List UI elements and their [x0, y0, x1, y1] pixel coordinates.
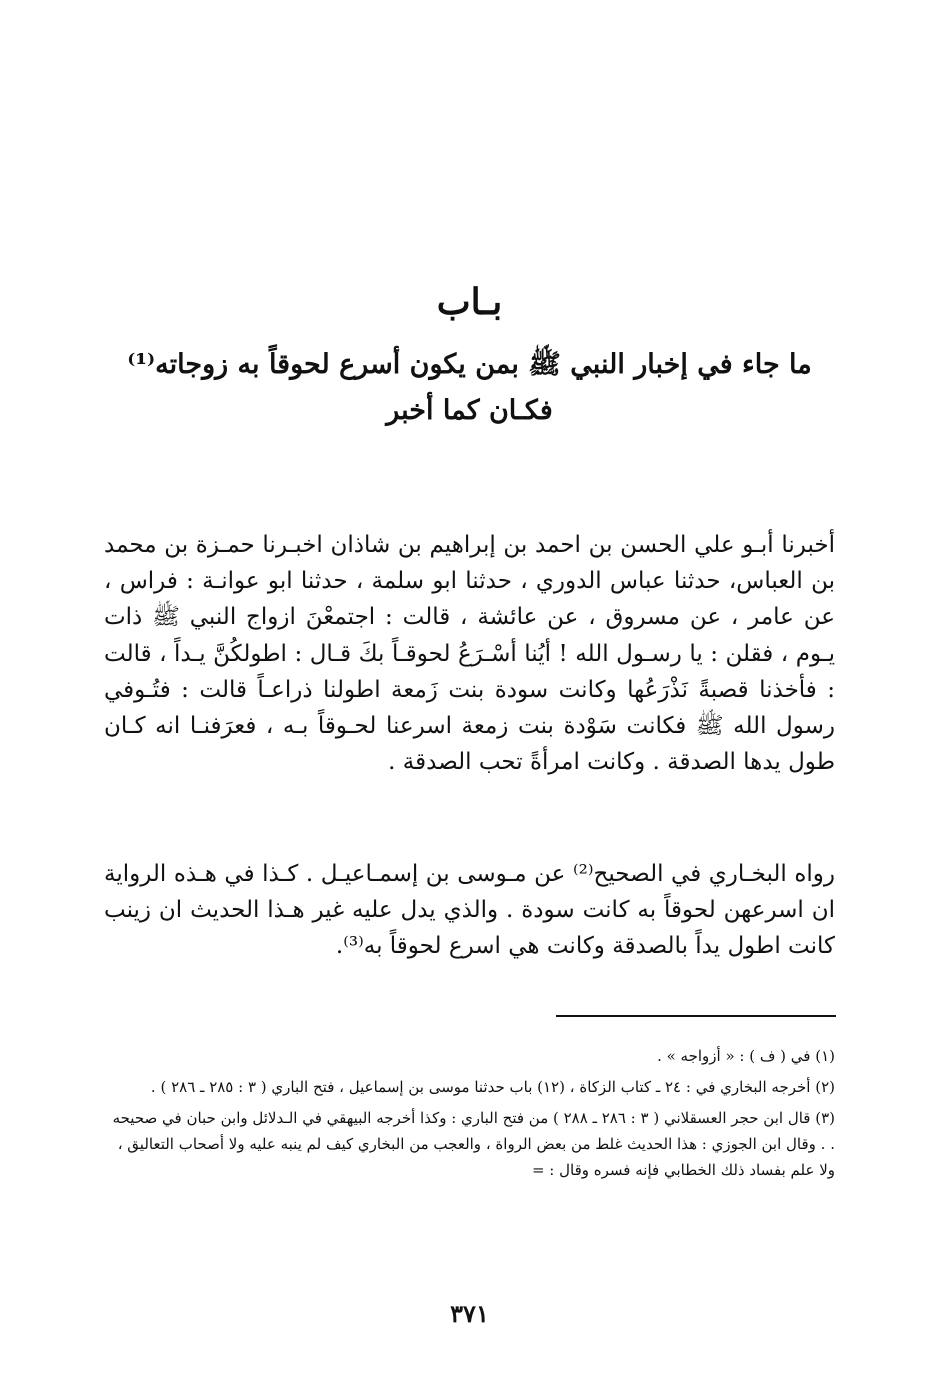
footnote-1: (١) في ( ف ) : « أزواجه » . [657, 1047, 835, 1065]
footnotes [104, 1043, 835, 1188]
chapter-title: ما جاء في إخبار النبي ﷺ بمن يكون أسرع لحوقاً به زوجاته⁽¹⁾ فكـان كما أخبر [127, 349, 812, 426]
page-number: ٣٧١ [450, 1299, 489, 1328]
footnote-3: (٣) قال ابن حجر العسقلاني ( ٣ : ٢٨٦ ـ ٢٨٨ ) من فتح الباري : وكذا أخرجه البيهقي في الـدلائل وابن حبان في صحيحه . . وقال ابن الجوزي : هذا الحديث غلط من بعض الرواة ، والعجب من البخاري كيف لم ينبه عليه ولا أصحاب التعاليق ، ولا علم بفساد ذلك الخطابي فإنه فسره وقال : = [112, 1109, 835, 1179]
chapter-heading: بـاب [436, 281, 503, 323]
footnote-2: (٢) أخرجه البخاري في : ٢٤ ـ كتاب الزكاة ، (١٢) باب حدثنا موسى بن إسماعيل ، فتح الباري ( ٣ : ٢٨٥ ـ ٢٨٦ ) . [150, 1078, 835, 1096]
footnote-separator [556, 1015, 836, 1017]
body-paragraph-1: أخبرنا أبـو علي الحسن بن احمد بن إبراهيم بن شاذان اخبـرنا حمـزة بن محمد بن العباس، حدثنا عباس الدوري ، حدثنا ابو سلمة ، حدثنا ابو عوانـة : فراس ، عن عامر ، عن مسروق ، عن عائشة ، قالت : اجتمعْنَ ازواج النبي ﷺ ذات يـوم ، فقلن : يا رسـول الله ! أيُنا أسْـرَعُ لحوقـاً بكَ قـال : اطولكُنَّ يـداً ، قالت : فأخذنا قصبةً نَذْرَعُها وكانت سودة بنت زَمعة اطولنا ذراعـاً قالت : فتُـوفي رسول الله ﷺ فكانت سَوْدة بنت زمعة اسرعنا لحـوقاً بـه ، فعرَفنـا انه كـان طول يدها الصدقة . وكانت امرأةً تحب الصدقة . [104, 532, 835, 776]
body-paragraph-2: رواه البخـاري في الصحيح⁽²⁾ عن مـوسى بن إسمـاعيـل . كـذا في هـذه الرواية ان اسرعهن لحوقاً به كانت سودة . والذي يدل عليه غير هـذا الحديث ان زينب كانت اطول يداً بالصدقة وكانت هي اسرع لحوقاً به⁽³⁾. [104, 861, 836, 960]
